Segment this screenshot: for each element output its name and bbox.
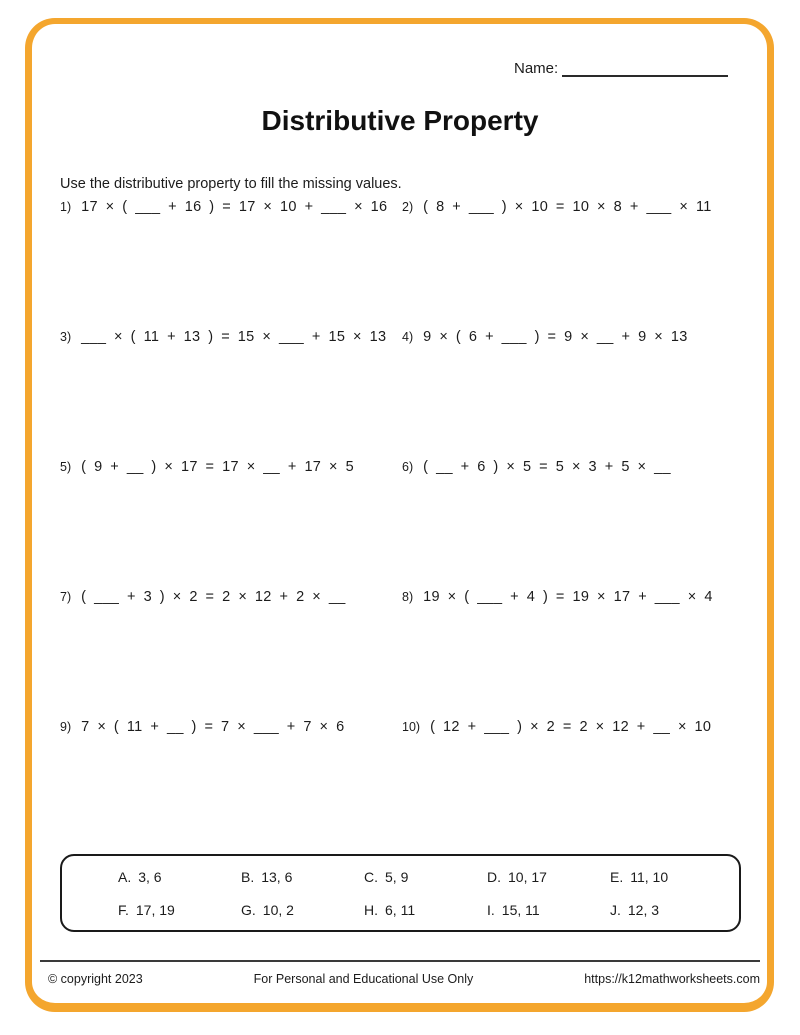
problem-4 — [402, 330, 745, 460]
answer-j — [610, 902, 733, 918]
problem-1 — [60, 200, 402, 330]
footer-copyright: © copyright 2023 — [48, 972, 143, 986]
problem-6 — [402, 460, 745, 590]
answer-e — [610, 869, 733, 885]
footer-divider — [40, 960, 760, 962]
answer-value: 15, 11 — [501, 901, 540, 918]
answer-value: 17, 19 — [135, 901, 175, 918]
problem-7 — [60, 590, 402, 720]
answer-letter: H. — [364, 901, 378, 918]
problem-equation: 9 × ( 6 + ___ ) = 9 × __ + 9 × 13 — [423, 329, 688, 345]
problem-3 — [60, 330, 402, 460]
answer-letter: D. — [487, 868, 501, 885]
name-field — [514, 60, 728, 77]
problem-number: 7) — [60, 590, 72, 604]
problem-9 — [60, 720, 402, 850]
answer-value: 10, 17 — [508, 868, 547, 885]
answer-value: 5, 9 — [385, 868, 409, 885]
problem-number: 4) — [402, 330, 414, 344]
problem-equation: 17 × ( ___ + 16 ) = 17 × 10 + ___ × 16 — [81, 199, 388, 215]
answer-value: 11, 10 — [630, 868, 669, 885]
footer-usage: For Personal and Educational Use Only — [253, 972, 474, 986]
problem-number: 10) — [402, 720, 421, 734]
answer-letter: B. — [241, 868, 255, 885]
problem-number: 1) — [60, 200, 72, 214]
answer-g — [241, 902, 364, 918]
instruction-text: Use the distributive property to fill the missing values. — [60, 176, 402, 192]
answer-c — [364, 869, 487, 885]
problems-grid — [60, 200, 745, 850]
answer-a — [118, 869, 241, 885]
answer-bank-box — [60, 854, 741, 932]
problem-equation: ___ × ( 11 + 13 ) = 15 × ___ + 15 × 13 — [81, 329, 387, 345]
problem-equation: ( __ + 6 ) × 5 = 5 × 3 + 5 × __ — [423, 459, 671, 475]
answer-letter: E. — [610, 868, 624, 885]
answer-value: 10, 2 — [262, 901, 294, 918]
problem-10 — [402, 720, 745, 850]
answer-value: 6, 11 — [385, 901, 416, 918]
answer-value: 3, 6 — [138, 868, 162, 885]
answer-i — [487, 902, 610, 918]
name-label: Name: — [514, 60, 559, 77]
answer-letter: A. — [118, 868, 132, 885]
answer-b — [241, 869, 364, 885]
problem-equation: 19 × ( ___ + 4 ) = 19 × 17 + ___ × 4 — [423, 589, 713, 605]
problem-equation: ( 9 + __ ) × 17 = 17 × __ + 17 × 5 — [81, 459, 354, 475]
answer-letter: C. — [364, 868, 378, 885]
answer-f — [118, 902, 241, 918]
problem-5 — [60, 460, 402, 590]
footer-website: https://k12mathworksheets.com — [584, 972, 760, 986]
problem-equation: 7 × ( 11 + __ ) = 7 × ___ + 7 × 6 — [81, 719, 345, 735]
answer-letter: G. — [241, 901, 256, 918]
page-title: Distributive Property — [261, 105, 539, 136]
answer-letter: J. — [610, 901, 621, 918]
footer — [40, 960, 760, 986]
answer-h — [364, 902, 487, 918]
problem-equation: ( ___ + 3 ) × 2 = 2 × 12 + 2 × __ — [81, 589, 346, 605]
name-blank-line — [562, 60, 728, 77]
problem-number: 9) — [60, 720, 72, 734]
answer-letter: F. — [118, 901, 129, 918]
problem-8 — [402, 590, 745, 720]
problem-2 — [402, 200, 745, 330]
answer-value: 12, 3 — [627, 901, 660, 918]
problem-equation: ( 8 + ___ ) × 10 = 10 × 8 + ___ × 11 — [423, 199, 712, 215]
answer-letter: I. — [487, 901, 495, 918]
problem-number: 8) — [402, 590, 414, 604]
problem-number: 6) — [402, 460, 414, 474]
problem-number: 2) — [402, 200, 414, 214]
problem-number: 3) — [60, 330, 72, 344]
problem-number: 5) — [60, 460, 72, 474]
problem-equation: ( 12 + ___ ) × 2 = 2 × 12 + __ × 10 — [430, 719, 712, 735]
answer-value: 13, 6 — [261, 868, 293, 885]
answer-d — [487, 869, 610, 885]
